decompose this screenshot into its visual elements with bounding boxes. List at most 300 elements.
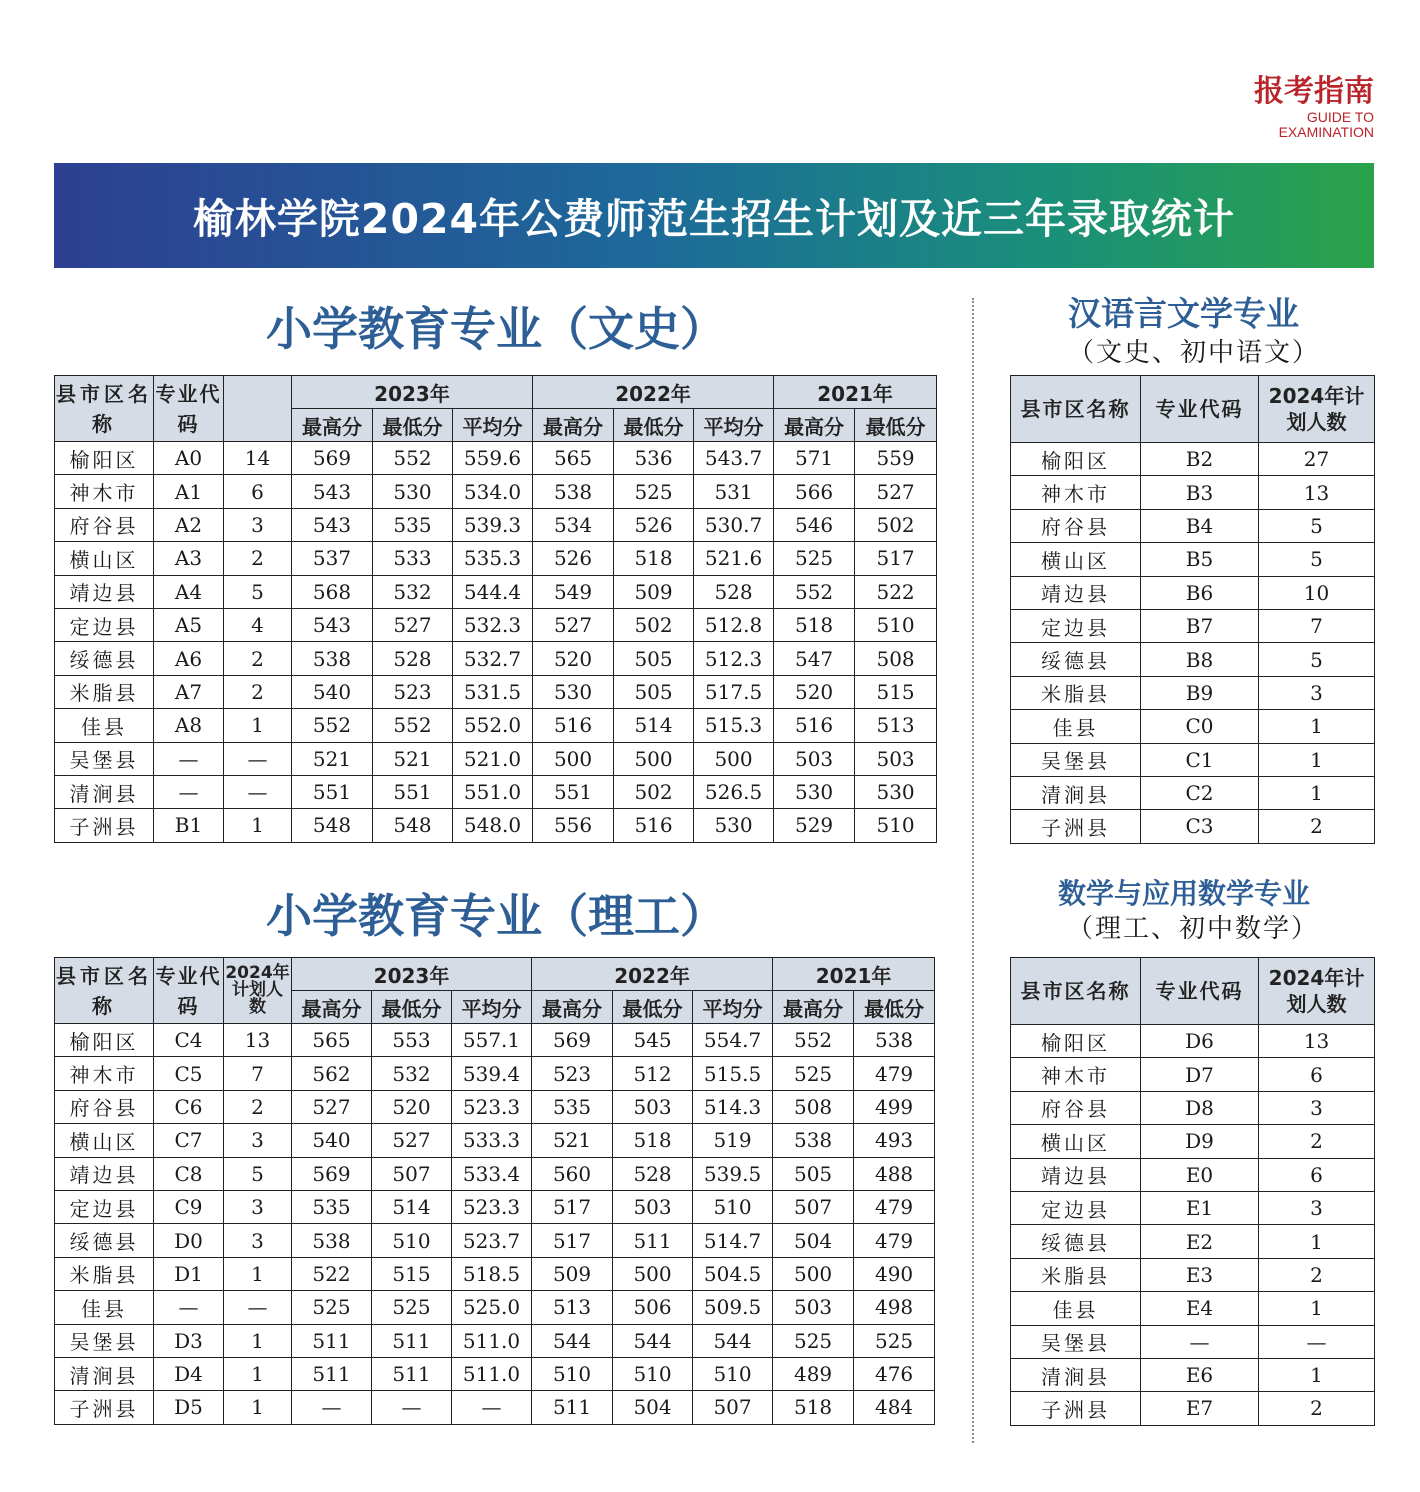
cell-value: 506: [613, 1291, 693, 1324]
cell-value: —: [292, 1391, 372, 1424]
table-row: [1011, 810, 1375, 843]
cell-code: A8: [154, 709, 224, 742]
cell-code: C9: [154, 1190, 224, 1223]
table-row: [1011, 1258, 1375, 1291]
section-subtitle-chinese-lit: （文史、初中语文）: [1068, 338, 1321, 368]
cell-value: 528: [373, 642, 453, 675]
logo-en-line2: EXAMINATION: [1278, 124, 1374, 140]
cell-code: C3: [1141, 810, 1259, 843]
cell-value: 508: [773, 1090, 854, 1123]
cell-value: 565: [533, 442, 614, 475]
cell-code: B7: [1141, 609, 1259, 642]
cell-county: 榆阳区: [1011, 443, 1141, 476]
header-year-2021: 2021年: [774, 376, 937, 409]
brand-logo: [1254, 74, 1374, 140]
cell-value: 500: [694, 742, 774, 775]
cell-value: 5: [224, 1157, 292, 1190]
cell-value: 549: [533, 575, 614, 608]
cell-value: 518: [773, 1391, 854, 1424]
cell-value: 509.5: [693, 1291, 773, 1324]
table-row: [1011, 1225, 1375, 1258]
cell-county: 吴堡县: [55, 1324, 154, 1357]
cell-county: 绥德县: [1011, 643, 1141, 676]
cell-value: 1: [224, 1357, 292, 1390]
cell-value: 554.7: [693, 1024, 773, 1057]
table-row: [1011, 776, 1375, 809]
table-row: [1011, 1358, 1375, 1391]
header-max: 最高分: [773, 991, 854, 1024]
table-row: [55, 1224, 935, 1257]
table-row: [55, 1291, 935, 1324]
cell-value: 1: [1259, 1225, 1375, 1258]
cell-value: 518: [774, 608, 855, 641]
cell-value: 515.3: [694, 709, 774, 742]
cell-value: 517: [532, 1224, 613, 1257]
header-county: 县市区名称: [55, 376, 154, 442]
cell-value: 479: [854, 1224, 935, 1257]
header-min: 最低分: [614, 409, 694, 442]
cell-value: 5: [1259, 543, 1375, 576]
table-row: [1011, 509, 1375, 542]
cell-value: 7: [1259, 609, 1375, 642]
cell-value: 1: [224, 809, 292, 842]
cell-code: D7: [1141, 1058, 1259, 1091]
table-row: [1011, 1158, 1375, 1191]
cell-value: 516: [774, 709, 855, 742]
cell-value: 507: [693, 1391, 773, 1424]
cell-code: A1: [154, 475, 224, 508]
header-min: 最低分: [613, 991, 693, 1024]
cell-code: A7: [154, 675, 224, 708]
cell-value: 552: [773, 1024, 854, 1057]
cell-code: C7: [154, 1124, 224, 1157]
cell-value: 13: [224, 1024, 292, 1057]
cell-county: 子洲县: [1011, 810, 1141, 843]
cell-value: 503: [613, 1090, 693, 1123]
cell-code: B3: [1141, 476, 1259, 509]
cell-value: 479: [854, 1190, 935, 1223]
cell-value: 515: [855, 675, 937, 708]
cell-value: 525: [854, 1324, 935, 1357]
cell-value: 505: [614, 642, 694, 675]
cell-county: 神木市: [55, 1057, 154, 1090]
cell-value: 548: [373, 809, 453, 842]
cell-value: —: [452, 1391, 532, 1424]
cell-county: 定边县: [1011, 1191, 1141, 1224]
cell-value: 531.5: [453, 675, 533, 708]
header-code: 专业代码: [1141, 376, 1259, 443]
cell-code: —: [1141, 1325, 1259, 1358]
cell-value: 3: [224, 1224, 292, 1257]
header-avg: 平均分: [694, 409, 774, 442]
cell-value: 498: [854, 1291, 935, 1324]
cell-value: 525: [372, 1291, 452, 1324]
cell-code: —: [154, 1291, 224, 1324]
cell-county: 子洲县: [55, 809, 154, 842]
table-row: [55, 608, 937, 641]
cell-code: D0: [154, 1224, 224, 1257]
cell-value: 525: [774, 542, 855, 575]
cell-value: 7: [224, 1057, 292, 1090]
cell-county: 清涧县: [55, 775, 154, 808]
header-max: 最高分: [533, 409, 614, 442]
cell-value: 500: [533, 742, 614, 775]
cell-code: D8: [1141, 1091, 1259, 1124]
header-plan: [224, 376, 292, 442]
cell-value: —: [224, 775, 292, 808]
cell-value: 530: [774, 775, 855, 808]
cell-value: 514.7: [693, 1224, 773, 1257]
cell-value: 523: [373, 675, 453, 708]
cell-value: 516: [533, 709, 614, 742]
cell-code: E6: [1141, 1358, 1259, 1391]
cell-value: 545: [613, 1024, 693, 1057]
cell-county: 清涧县: [1011, 1358, 1141, 1391]
cell-value: 552: [292, 709, 373, 742]
cell-value: 5: [1259, 643, 1375, 676]
cell-value: 517: [532, 1190, 613, 1223]
cell-county: 横山区: [55, 542, 154, 575]
cell-value: 521: [532, 1124, 613, 1157]
cell-value: 2: [224, 542, 292, 575]
cell-value: 514: [372, 1190, 452, 1223]
cell-value: 527: [372, 1124, 452, 1157]
cell-value: 530.7: [694, 508, 774, 541]
cell-code: B8: [1141, 643, 1259, 676]
cell-county: 神木市: [1011, 1058, 1141, 1091]
cell-value: 533: [373, 542, 453, 575]
cell-value: 539.5: [693, 1157, 773, 1190]
cell-value: 509: [614, 575, 694, 608]
cell-value: 526.5: [694, 775, 774, 808]
cell-value: 520: [372, 1090, 452, 1123]
cell-value: 547: [774, 642, 855, 675]
table-row: [55, 1324, 935, 1357]
table-row: [1011, 476, 1375, 509]
cell-value: 522: [855, 575, 937, 608]
cell-county: 绥德县: [55, 1224, 154, 1257]
cell-code: D6: [1141, 1025, 1259, 1058]
cell-county: 榆阳区: [1011, 1025, 1141, 1058]
cell-county: 府谷县: [55, 508, 154, 541]
cell-value: —: [372, 1391, 452, 1424]
header-year-2023: 2023年: [292, 376, 533, 409]
table-row: [1011, 1025, 1375, 1058]
table-row: [1011, 676, 1375, 709]
cell-value: 538: [292, 642, 373, 675]
cell-value: 3: [1259, 676, 1375, 709]
table-row: [1011, 1392, 1375, 1425]
cell-county: 吴堡县: [1011, 743, 1141, 776]
cell-county: 榆阳区: [55, 1024, 154, 1057]
cell-code: C0: [1141, 710, 1259, 743]
cell-county: 米脂县: [1011, 676, 1141, 709]
header-min: 最低分: [854, 991, 935, 1024]
cell-value: 562: [292, 1057, 372, 1090]
cell-value: 13: [1259, 1025, 1375, 1058]
cell-value: 517.5: [694, 675, 774, 708]
cell-code: D4: [154, 1357, 224, 1390]
cell-value: 509: [532, 1257, 613, 1290]
cell-value: 507: [372, 1157, 452, 1190]
cell-value: 527: [855, 475, 937, 508]
cell-value: 527: [292, 1090, 372, 1123]
cell-county: 清涧县: [1011, 776, 1141, 809]
table-row: [1011, 1191, 1375, 1224]
table-row: [1011, 543, 1375, 576]
cell-code: B1: [154, 809, 224, 842]
cell-value: 518.5: [452, 1257, 532, 1290]
cell-value: 513: [532, 1291, 613, 1324]
header-avg: 平均分: [453, 409, 533, 442]
cell-value: 538: [533, 475, 614, 508]
cell-value: 1: [224, 1257, 292, 1290]
header-max: 最高分: [774, 409, 855, 442]
cell-value: 546: [774, 508, 855, 541]
table-row: [55, 508, 937, 541]
cell-value: 2: [224, 1090, 292, 1123]
cell-value: 543.7: [694, 442, 774, 475]
cell-value: 6: [224, 475, 292, 508]
cell-county: 子洲县: [55, 1391, 154, 1424]
cell-value: 527: [533, 608, 614, 641]
cell-value: 551: [373, 775, 453, 808]
cell-value: 569: [292, 1157, 372, 1190]
header-year-2021: 2021年: [773, 958, 935, 991]
cell-value: 511: [532, 1391, 613, 1424]
cell-value: 538: [854, 1024, 935, 1057]
cell-value: 551: [533, 775, 614, 808]
cell-county: 横山区: [1011, 543, 1141, 576]
table-row: [55, 1357, 935, 1390]
cell-value: 521: [373, 742, 453, 775]
cell-value: 557.1: [452, 1024, 532, 1057]
table-primary-arts: [54, 375, 937, 843]
header-county: 县市区名称: [1011, 376, 1141, 443]
cell-value: 518: [614, 542, 694, 575]
cell-county: 靖边县: [1011, 1158, 1141, 1191]
cell-value: 499: [854, 1090, 935, 1123]
cell-county: 米脂县: [1011, 1258, 1141, 1291]
section-title-primary-science: 小学教育专业（理工）: [266, 889, 726, 943]
cell-code: B4: [1141, 509, 1259, 542]
table-row: [55, 1057, 935, 1090]
cell-value: 531: [694, 475, 774, 508]
table-row: [55, 1090, 935, 1123]
cell-value: 2: [224, 642, 292, 675]
cell-value: 530: [373, 475, 453, 508]
cell-county: 佳县: [1011, 710, 1141, 743]
cell-value: 569: [532, 1024, 613, 1057]
cell-value: 540: [292, 675, 373, 708]
cell-value: 516: [614, 809, 694, 842]
cell-value: 521.0: [453, 742, 533, 775]
cell-value: 3: [224, 1190, 292, 1223]
cell-value: 521: [292, 742, 373, 775]
cell-value: 511: [292, 1357, 372, 1390]
cell-value: 493: [854, 1124, 935, 1157]
cell-value: 522: [292, 1257, 372, 1290]
cell-value: 533.4: [452, 1157, 532, 1190]
header-plan: 2024年计划人数: [1259, 958, 1375, 1025]
cell-value: 525.0: [452, 1291, 532, 1324]
cell-county: 定边县: [1011, 609, 1141, 642]
cell-value: 530: [694, 809, 774, 842]
cell-code: E3: [1141, 1258, 1259, 1291]
header-plan: 2024年计划人数: [224, 958, 292, 1024]
cell-code: E4: [1141, 1292, 1259, 1325]
cell-county: 吴堡县: [55, 742, 154, 775]
cell-value: 552: [373, 709, 453, 742]
cell-value: 536: [614, 442, 694, 475]
cell-value: 503: [773, 1291, 854, 1324]
cell-value: 14: [224, 442, 292, 475]
cell-value: 3: [1259, 1191, 1375, 1224]
cell-county: 绥德县: [1011, 1225, 1141, 1258]
cell-county: 绥德县: [55, 642, 154, 675]
cell-value: 537: [292, 542, 373, 575]
cell-value: 503: [774, 742, 855, 775]
cell-value: 504: [773, 1224, 854, 1257]
cell-value: 2: [1259, 810, 1375, 843]
table-row: [55, 1190, 935, 1223]
cell-value: 532: [372, 1057, 452, 1090]
cell-value: 552: [774, 575, 855, 608]
header-year-2023: 2023年: [292, 958, 532, 991]
logo-en-line1: GUIDE TO: [1306, 109, 1374, 125]
cell-county: 佳县: [55, 709, 154, 742]
cell-value: 538: [773, 1124, 854, 1157]
cell-value: 490: [854, 1257, 935, 1290]
cell-value: 3: [224, 508, 292, 541]
cell-value: 535: [292, 1190, 372, 1223]
cell-value: 1: [1259, 743, 1375, 776]
cell-value: 507: [773, 1190, 854, 1223]
cell-code: C5: [154, 1057, 224, 1090]
table-row: [55, 775, 937, 808]
cell-value: 510: [372, 1224, 452, 1257]
cell-value: 515: [372, 1257, 452, 1290]
cell-value: 527: [373, 608, 453, 641]
table-row: [55, 1391, 935, 1424]
table-row: [1011, 710, 1375, 743]
page-title: 榆林学院2024年公费师范生招生计划及近三年录取统计: [192, 195, 1236, 243]
cell-value: 1: [1259, 1358, 1375, 1391]
table-row: [1011, 743, 1375, 776]
cell-value: 1: [1259, 1292, 1375, 1325]
cell-code: A5: [154, 608, 224, 641]
cell-value: 504: [613, 1391, 693, 1424]
cell-county: 横山区: [1011, 1125, 1141, 1158]
cell-value: 513: [855, 709, 937, 742]
cell-value: 532.7: [453, 642, 533, 675]
table-row: [55, 675, 937, 708]
cell-value: 511.0: [452, 1324, 532, 1357]
table-row: [55, 809, 937, 842]
cell-value: 523.3: [452, 1090, 532, 1123]
cell-value: 571: [774, 442, 855, 475]
cell-value: 565: [292, 1024, 372, 1057]
cell-code: D9: [1141, 1125, 1259, 1158]
table-row: [1011, 1125, 1375, 1158]
cell-value: 500: [614, 742, 694, 775]
table-row: [55, 1024, 935, 1057]
cell-value: 508: [855, 642, 937, 675]
cell-value: 523: [532, 1057, 613, 1090]
cell-value: 544: [693, 1324, 773, 1357]
cell-county: 米脂县: [55, 675, 154, 708]
header-county: 县市区名称: [55, 958, 154, 1024]
table-row: [1011, 443, 1375, 476]
cell-value: 532: [373, 575, 453, 608]
cell-value: 544: [613, 1324, 693, 1357]
cell-value: 1: [1259, 776, 1375, 809]
cell-county: 佳县: [1011, 1292, 1141, 1325]
table-row: [55, 1124, 935, 1157]
cell-code: C2: [1141, 776, 1259, 809]
header-year-2022: 2022年: [533, 376, 774, 409]
cell-value: 526: [533, 542, 614, 575]
cell-value: 543: [292, 475, 373, 508]
cell-value: 510: [532, 1357, 613, 1390]
cell-code: B2: [1141, 443, 1259, 476]
cell-value: 569: [292, 442, 373, 475]
cell-code: A0: [154, 442, 224, 475]
cell-value: 502: [614, 608, 694, 641]
cell-value: 515.5: [693, 1057, 773, 1090]
cell-county: 佳县: [55, 1291, 154, 1324]
cell-value: 1: [224, 1391, 292, 1424]
cell-value: 548.0: [453, 809, 533, 842]
header-max: 最高分: [292, 991, 372, 1024]
cell-value: 514.3: [693, 1090, 773, 1123]
cell-value: 484: [854, 1391, 935, 1424]
cell-value: 548: [292, 809, 373, 842]
cell-value: 539.3: [453, 508, 533, 541]
cell-value: 511: [292, 1324, 372, 1357]
cell-value: 518: [613, 1124, 693, 1157]
cell-value: 535.3: [453, 542, 533, 575]
cell-code: B6: [1141, 576, 1259, 609]
cell-value: 503: [613, 1190, 693, 1223]
cell-value: 1: [224, 709, 292, 742]
table-row: [1011, 1091, 1375, 1124]
cell-value: 3: [224, 1124, 292, 1157]
cell-value: 4: [224, 608, 292, 641]
cell-code: E7: [1141, 1392, 1259, 1425]
header-avg: 平均分: [452, 991, 532, 1024]
table-chinese-lit: [1010, 375, 1375, 844]
section-subtitle-math: （理工、初中数学）: [1066, 914, 1319, 944]
logo-cn-text: 报考指南: [1254, 74, 1374, 109]
cell-value: 510: [693, 1190, 773, 1223]
cell-code: E2: [1141, 1225, 1259, 1258]
cell-value: 512.3: [694, 642, 774, 675]
cell-value: 535: [532, 1090, 613, 1123]
table-row: [55, 542, 937, 575]
cell-county: 神木市: [1011, 476, 1141, 509]
cell-value: 543: [292, 508, 373, 541]
table-row: [1011, 1058, 1375, 1091]
section-title-math: 数学与应用数学专业: [1058, 877, 1311, 910]
cell-value: 556: [533, 809, 614, 842]
cell-value: 523.7: [452, 1224, 532, 1257]
cell-code: —: [154, 742, 224, 775]
cell-value: 3: [1259, 1091, 1375, 1124]
cell-county: 靖边县: [1011, 576, 1141, 609]
cell-value: —: [1259, 1325, 1375, 1358]
cell-value: 489: [773, 1357, 854, 1390]
